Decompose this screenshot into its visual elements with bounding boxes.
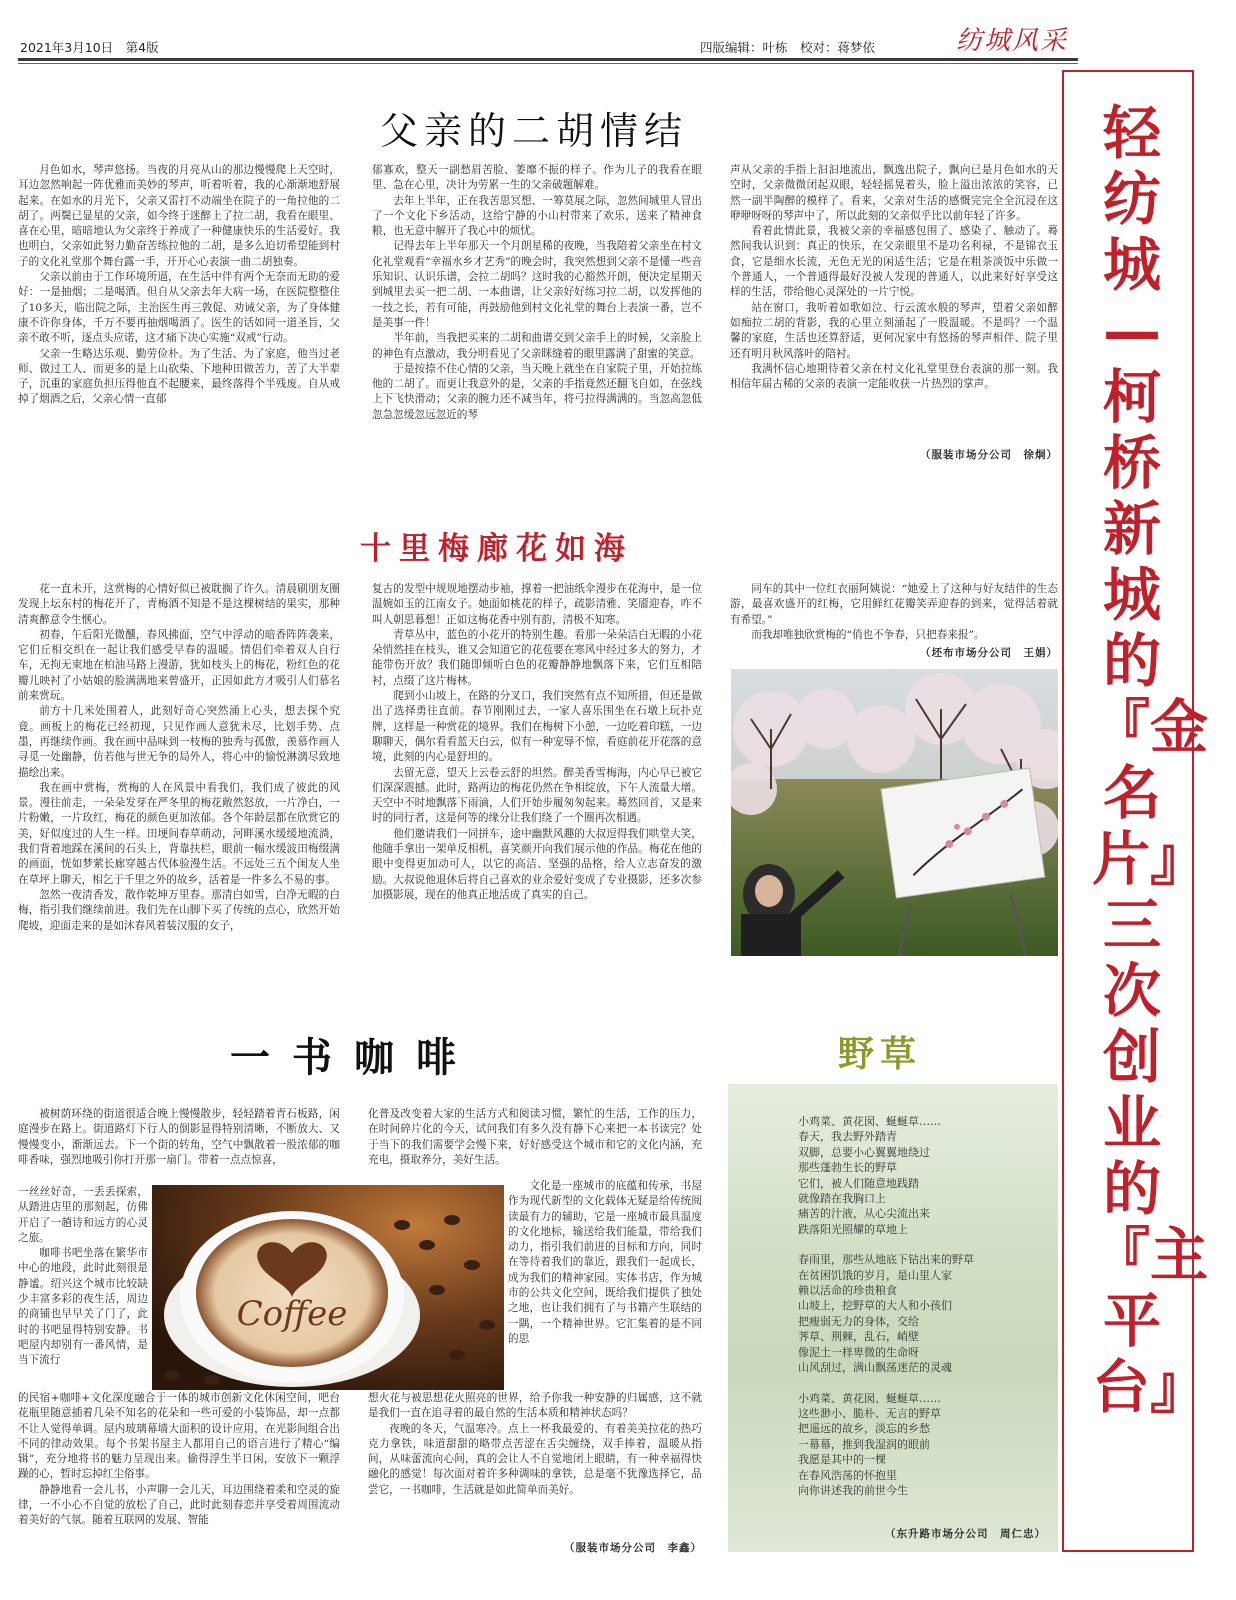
paragraph: 去年上半年，正在我苦思冥想、一筹莫展之际，忽然间城里人冒出了一个文化下乡活动，这给宁静的小山村带来了欢乐，送来了精神食粮，也无意中解开了我心中的烦忧。 xyxy=(372,194,702,238)
paragraph: 于是按捺不住心情的父亲，当天晚上就坐在自家院子里，开始拉练他的二胡了。而更让我意外的是，父亲的手指竟然还翻飞自如，在弦线上下飞快滑动；父亲的腕力还不减当年，将弓拉得满满的。当忽高忽低忽急忽缓忽远忽近的琴 xyxy=(372,362,702,421)
article3-col1-narrow xyxy=(18,1185,148,1390)
paragraph: 初春，午后阳光微醺，春风拂面，空气中浮动的暗香阵阵袭来，它们丘相交织在一起让我们感受早春的温暖。情侣们牵着双人自行车，无拘无束地在柏油马路上漫游，犹如枝头上的梅花，粉红色的花瓣儿映衬了小姑娘的脸满满地来曾盛开，正因如此方才吸引人们慕名前来赏玩。 xyxy=(18,628,340,703)
poem-line: 一幕幕，推到我湿润的眼前 xyxy=(798,1437,930,1451)
article3-col1-bottom xyxy=(18,1391,340,1553)
paragraph: 父亲以前由于工作环境所逼，在生活中伴有两个无奈而无助的爱好：一是抽烟；二是喝酒。但自从父亲去年大病一场，在医院整整住了10多天，临出院之际，主治医生再三敦促、劝诫父亲，为了身体健康不许你身体，千万不要再抽烟喝酒了。医生的话如同一道圣旨，父亲不敢不听，逐点头应诺，这才痛下决心实施“双戒”行动。 xyxy=(18,271,340,345)
coffee-photo xyxy=(152,1185,504,1390)
paragraph: 看着此情此景，我被父亲的幸福感包围了、感染了、触动了。蓦然间我认识到：真正的快乐，在父亲眼里不是功名利禄，不是锦衣玉食，它是细水长流，无色无光的闲适生活；它是在粗茶淡饭中乐做一个普通人，一个普通得最好没被人发现的普通人，以此来好好享受这样的生活，带给他心灵深处的一片宁悦。 xyxy=(730,225,1058,299)
article3-byline: （服装市场分公司 李鑫） xyxy=(564,1542,702,1554)
poem-line: 在春风浩荡的怀抱里 xyxy=(798,1468,897,1482)
article1-title: 父亲的二胡情结 xyxy=(380,109,689,153)
poem-line: 山风刮过，满山飘荡迷茫的灵魂 xyxy=(798,1361,952,1375)
paragraph: 声从父亲的手指上汩汩地流出，飘逸出院子，飘向已是月色如水的天空时，父亲微微闭起双眼，轻轻摇晃着头，脸上溢出浓浓的笑容，已然一副半陶醉的模样了。看来，父亲对生活的感慨完完全全沉浸在这咿咿呀呀的琴声中了，所以此刻的父亲似乎比以前年轻了许多。 xyxy=(730,164,1058,222)
paragraph: 忽然一夜清香发，散作乾坤万里春。那清白如雪，白净无暇的白梅，指引我们继续前进。我们先在山脚下买了传统的点心，欣然开始爬坡，迎面走来的是如沐春风着装汉服的女子， xyxy=(18,888,340,932)
sidebar-headline: 轻纺城—柯桥新城的『金名片』三次创业的『主平台』 xyxy=(1092,99,1209,1421)
paragraph: 他们邀请我们一同拼车，途中幽默风趣的大叔逗得我们哄堂大笑，他随手拿出一架单反相机，喜笑颜开向我们展示他的作品。梅花在他的眼中变得更加动可人，以它的高洁、坚强的品格，给人立志奋发的激励。大叔说他退休后将自己喜欢的业余爱好变成了专业摄影，还多次参加摄影展，现在的他真正地活成了真实的自己。 xyxy=(372,827,702,901)
article3-col2-bottom xyxy=(368,1391,702,1536)
paragraph: 我满怀信心地期待着父亲在村文化礼堂里登台表演的那一刻。我相信年届古稀的父亲的表演一定能收获一片热烈的掌声。 xyxy=(730,362,1058,391)
paragraph: 夜晚的冬天，气温寒冷。点上一杯我最爱的、有着美美拉花的热巧克力拿铁，味道甜甜的略带点苦涩在舌尖缠绕，双手捧着，温暖从指间，从味蕾流向心间，真的会让人不自觉地闭上眼睛，有一种幸福得快融化的感觉！每次面对着许多种调味的拿铁，总是毫不犹豫选择它，品尝它，一书咖啡，生活就是如此简单而美好。 xyxy=(368,1422,702,1496)
poem-line: 向你讲述我的前世今生 xyxy=(798,1483,908,1497)
paragraph: 一丝丝好奇，一丢丢探索，从踏进店里的那刻起，仿佛开启了一趟诗和远方的心灵之旅。 xyxy=(18,1186,148,1244)
article2-col2 xyxy=(372,582,702,954)
paragraph: 记得去年上半年那天一个月朗星稀的夜晚，当我陪着父亲坐在村文化礼堂观看“幸福水乡才艺秀”的晚会时，我突然想到父亲不是懂一些音乐知识、认识乐谱，会拉二胡吗？这时我的心豁然开朗，便决定星期天到城里去买一把二胡、一本曲谱，让父亲好好练习拉二胡，以发挥他的一技之长，若有可能，再鼓励他到村文化礼堂的舞台上表演一番，岂不是美事一件！ xyxy=(372,240,702,329)
paragraph: 文化是一座城市的底蕴和传承，书屋作为现代新型的文化载体无疑是给传统阅读最有力的辅助，它是一座城市最具温度的文化地标，输送给我们能量，带给我们动力，指引我们前进的目标和方向，同时在等待着我们的靠近，跟我们一起成长，成为我们的精神家园。实体书店，作为城市的公共文化空间，既给我们提供了独处之地，也让我们拥有了与书籍产生联结的一隅，一个精神世界。它汇集着的是不同的思 xyxy=(508,1180,702,1345)
paragraph: 前方十几米处围着人，此刻好奇心突然涌上心头，想去探个究竟。画板上的梅花已经初现，只见作画人意犹未尽，比划手势、点墨，再继续作画。我在画中品味到一枝梅的独秀与孤傲，羡慕作画人寻觅一处幽静，仿若他与世无争的局外人，将心中的愉悦淋漓尽致地描绘出来。 xyxy=(18,705,340,779)
article1-col3 xyxy=(730,163,1058,447)
poem-line: 跌落阳光照耀的草地上 xyxy=(798,1222,908,1236)
poem-line: 荠草、荆棘，乱石，峭壁 xyxy=(798,1330,919,1344)
article2-col1 xyxy=(18,582,340,954)
article1-col2 xyxy=(372,163,702,461)
poem-line: 小鸡菜、黄花囡、蜒蜒草…… xyxy=(798,1115,941,1128)
paragraph: 我在画中赏梅，赏梅的人在风景中看我们，我们成了彼此的风景。漫往前走，一朵朵发芽在严冬里的梅花敞然怒放，一片净白，一片粉嫩，一片玫红，梅花的颜色更加浓郁。各个年龄层都在欣赏它的美，好似度过的人生一样。田埂间春草萌动，河畔溪水缓缓地流淌，我们背着地踩在溪间的石头上，背靠扶栏，眼前一幅水缓波田梅缀满的画面，恍如梦萦长廊穿越古代体验漫生活。不远处三五个闺友人坐在草坪上聊天，相乞于千里之外的故乡，活着是一件多么不易的事。 xyxy=(18,781,340,886)
plum-painting-illustration xyxy=(731,669,1058,956)
paragraph: 想火花与被思想花火照亮的世界，给予你我一种安静的归属感，这不就是我们一直在追寻着的最自然的生活本质和精神状态吗？ xyxy=(368,1392,702,1420)
poem-panel xyxy=(728,1084,1058,1552)
poem-line: 春天，我去野外踏青 xyxy=(798,1130,897,1144)
poem-line: 春雨里，那些从地底下钻出来的野草 xyxy=(798,1253,974,1267)
paragraph: 化普及改变着大家的生活方式和阅读习惯，繁忙的生活，工作的压力，在时间碎片化的今天，试问我们有多久没有静下心来把一本书读完？处于当下的我们需要学会慢下来，好好感受这个城市和它的文化内涵，充充电，摄取养分，美好生活。 xyxy=(368,1108,702,1166)
poem-line: 痛苦的汁液，从心尖流出来 xyxy=(798,1207,930,1221)
paragraph: 站在窗口，我听着如歌如泣、行云流水般的琴声，望着父亲如醉如痴拉二胡的背影，我的心里立刻涌起了一股温暖。不是吗？一个温馨的家庭，生活也还算舒适，更何况家中有悠扬的琴声相伴、院子里还有明月秋风落叶的陪衬。 xyxy=(730,301,1058,360)
article2-title: 十里梅廊花如海 xyxy=(360,531,633,567)
paragraph: 爬到小山坡上，在路的分叉口，我们突然有点不知所措，但还是做出了选择勇往直前。春节刚刚过去，一家人喜乐围坐在石墩上玩扑克牌，这样是一种赏花的境界。我们在梅树下小憩，一边吃着印糕，一边聊聊天，偶尔看看蓝天白云，似有一种宠辱不惊，看庭前花开花落的意境，此刻的内心是舒坦的。 xyxy=(372,690,702,764)
paragraph: 而我却唯独欣赏梅的“俏也不争春，只把春来报”。 xyxy=(751,628,985,641)
article3-col2-narrow xyxy=(508,1179,702,1391)
paragraph: 静静地看一会儿书，小声聊一会儿天，耳边围绕着柔和空灵的旋律，一不小心不自觉的放松了自己，此时此刻春恋并享受着周围流动着美好的气氛。随着互联网的发展、智能 xyxy=(18,1483,340,1527)
paragraph: 半年前，当我把买来的二胡和曲谱交到父亲手上的时候，父亲脸上的神色有点激动，我分明看见了父亲眯缝着的眼里露满了甜蜜的笑意。 xyxy=(372,332,702,360)
latte-art-text: Coffee xyxy=(236,1294,348,1334)
poem-lines xyxy=(798,1114,1048,1498)
header-rule xyxy=(18,58,1078,61)
editors-label: 四版编辑：叶栋 校对：蒋梦依 xyxy=(700,40,876,55)
article4-title: 野草 xyxy=(838,1033,923,1075)
paragraph: 郁寡欢，整天一副愁眉苦脸、萎靡不振的样子。作为儿子的我看在眼里、急在心里，决计为劳累一生的父亲破题解难。 xyxy=(372,164,702,192)
article3-title: 一书咖啡 xyxy=(230,1034,478,1081)
poem-line: 把瘦弱无力的身体，交给 xyxy=(798,1314,919,1328)
poem-line: 我愿是其中的一棵 xyxy=(798,1453,886,1467)
poem-line: 那些蓬勃生长的野草 xyxy=(798,1161,897,1175)
poem-line: 在贫困饥饿的岁月，是山里人家 xyxy=(798,1268,952,1282)
paragraph: 咖啡书吧坐落在繁华市中心的地段，此时此刻很是静谧。绍兴这个城市比较缺少丰富多彩的夜生活，周边的商铺也早早关了门了，此时的书吧显得特别安静。书吧屋内却别有一番风情，是当下流行 xyxy=(18,1247,148,1367)
paragraph: 被树荫环绕的街道很适合晚上慢慢散步，轻轻踏着青石板路，闲庭漫步在路上。街道路灯下行人的倒影显得特别清晰，不断放大、又慢慢变小，渐渐远去。下一个街的转角，空气中飘散着一股浓郁的咖啡香味，强烈地吸引你打开那一扇门。带着一点点惊喜， xyxy=(18,1108,340,1166)
poem-line: 小鸡菜、黄花囡、蜒蜒草…… xyxy=(798,1391,941,1405)
article3-col2-top xyxy=(368,1107,702,1179)
paragraph: 青草丛中，蓝色的小花开的特别生趣。看那一朵朵洁白无暇的小花朵悄然挂在枝头，谁又会知道它的花苞要在寒风中经过多大的努力，才能带伤开放？我们随即倾听白色的花瓣静静地飘落下来，它们互相陪衬，点缀了这片梅林。 xyxy=(372,628,702,687)
poem-line: 就像踏在我胸口上 xyxy=(798,1192,886,1206)
poem-line: 这些渺小、脆朴、无言的野草 xyxy=(798,1406,941,1420)
article3-col1-top xyxy=(18,1107,340,1183)
paragraph: 父亲一生略达乐观、勤劳俭朴。为了生活、为了家庭，他当过老师、做过工人、而更多的是上山砍柴、下地种田做苦力，苦了大半辈子，沉重的家庭负担压得他直不起腰来，最终落得个半残废。自从戒掉了烟酒之后，父亲心情一直郁 xyxy=(18,347,340,406)
plum-painting-photo xyxy=(731,669,1058,956)
article4-byline: （东升路市场分公司 周仁忠） xyxy=(885,1528,1046,1540)
article2-col3 xyxy=(730,582,1058,644)
header-rule-thin xyxy=(18,63,1078,64)
paragraph: 去留无意，望天上云卷云舒的坦然。醉美香雪梅海，内心早已被它们深深震撼。此时，路两边的梅花仍然在争相绽放，下午人流量大增。天空中不时地飘落下雨滴，人们开始步履匆匆起来。蓦然回首，又是来时的同行者，这是何等的缘分让我们绕了一个圈再次相遇。 xyxy=(372,766,702,825)
date-page-label: 2021年3月10日 第4版 xyxy=(20,40,159,55)
article2-byline: （坯布市场分公司 王娟） xyxy=(920,647,1058,659)
section-logo: 纺城风采 xyxy=(956,26,1069,56)
paragraph: 月色如水，琴声悠扬。当夜的月亮从山的那边慢慢爬上天空时，耳边忽然响起一阵优雅而美妙的琴声，听着听着，我的心渐渐地舒展起来。在如水的月光下，父亲又雷打不动端坐在院子的一角拉他的二胡了。两鬓已显星的父亲，如今终于迷醉上了拉二胡，我看在眼里、喜在心里，暗暗地认为父亲终于养成了一种健康快乐的生活爱好。我也明白，父亲如此努力勤奋苦练拉他的二胡，是多么迫切希望能到村子的文化礼堂那个舞台露一手，开开心心表演一曲二胡独奏。 xyxy=(18,164,340,268)
coffee-cup-illustration xyxy=(152,1185,504,1390)
poem-line: 它们，被人们随意地践踏 xyxy=(798,1176,919,1190)
article1-col1 xyxy=(18,163,340,461)
poem-line: 把遥远的故乡，淡忘的乡愁 xyxy=(798,1422,930,1436)
paragraph: 同车的其中一位红衣丽阿姨说：“她爱上了这种与好友结伴的生态游，最喜欢盛开的红梅，它用鲜红花瓣笑弄迎春的到来，觉得活着就有希望。” xyxy=(730,583,1058,626)
poem-line: 山坡上，挖野草的大人和小孩们 xyxy=(798,1299,952,1313)
paragraph: 复古的发型中规规地摆动步袖，撑着一把油纸伞漫步在花海中，是一位温婉如玉的江南女子。她面如桃花的样子，疏影清雅、笑靥迎春，咋不叫人朝思暮想！正如这梅花香中别有韵，清极不知寒。 xyxy=(372,583,702,626)
poem-line: 赖以活命的珍贵粮食 xyxy=(798,1284,897,1298)
paragraph: 花一直未开，这赏梅的心情好似已被耽搁了许久。清晨刷朋友圈发现上坛东村的梅花开了，青梅酒不知是不是这棵树结的果实，那种清爽醉意令生惬心。 xyxy=(18,583,340,626)
poem-line: 双脚，总要小心翼翼地绕过 xyxy=(798,1145,930,1159)
poem-line: 像泥土一样卑微的生命呀 xyxy=(798,1345,919,1359)
paragraph: 的民宿+咖啡+文化深度融合于一体的城市创新文化休闲空间，吧台花瓶里随意插着几朵不知名的花朵和一些可爱的小装饰品，却一点都不让人觉得单调。屋内玻璃幕墙大面积的设计应用，在光影间组合出不同的律动效果。每个书架书屋主人都用自己的语言进行了精心“编辑”，充分地将书的魅力呈现出来。偷得浮生半日闲，安放下一颗浮躁的心，暂时忘掉红尘俗事。 xyxy=(18,1392,340,1481)
article1-byline: （服装市场分公司 徐炯） xyxy=(920,449,1058,461)
